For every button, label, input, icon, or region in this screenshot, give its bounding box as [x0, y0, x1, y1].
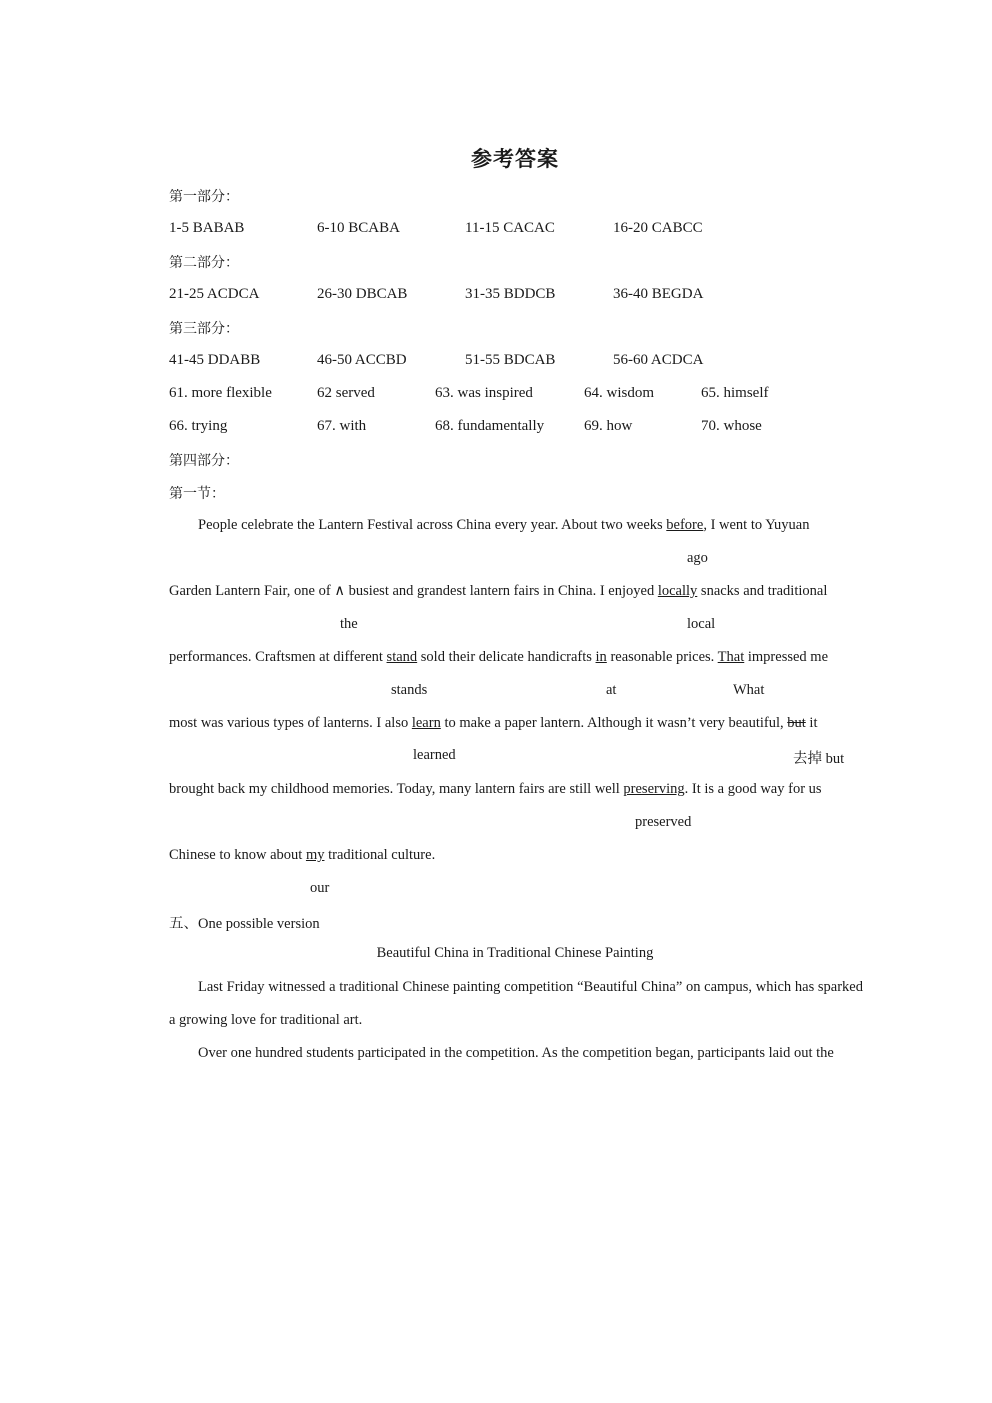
part1-answer: 11-15 CACAC: [465, 220, 555, 236]
error-word: before: [666, 517, 704, 533]
part1-answer: 16-20 CABCC: [613, 220, 703, 236]
part3-answer: 41-45 DDABB: [169, 352, 261, 368]
deleted-word: but: [787, 715, 806, 731]
correction-word: the: [340, 616, 358, 632]
part2-label: 第二部分：: [169, 255, 239, 271]
fill-answer: 64. wisdom: [584, 385, 655, 401]
part5-label: 五、One possible version: [169, 916, 320, 932]
correction-line-6: Chinese to know about my traditional culture.: [169, 847, 436, 863]
part1-answer: 1-5 BABAB: [169, 220, 245, 236]
error-word: my: [305, 847, 325, 863]
error-word: preserving: [623, 781, 685, 797]
correction-line-5: brought back my childhood memories. Today, many lantern fairs are still well preserving. It is a good way for us: [169, 781, 822, 797]
correction-word: learned: [413, 747, 456, 763]
essay-paragraph: Last Friday witnessed a traditional Chinese painting competition “Beautiful China” on campus, which has sparked a growing love for traditional art.: [169, 979, 863, 1028]
correction-word: stands: [391, 682, 428, 698]
essay-paragraph: Over one hundred students participated in the competition. As the competition began, participants laid out the: [198, 1045, 834, 1061]
error-word: locally: [657, 583, 698, 599]
insert-caret: ∧: [334, 583, 345, 599]
page-title: 参考答案: [471, 147, 559, 171]
correction-line-2: Garden Lantern Fair, one of ∧ busiest and grandest lantern fairs in China. I enjoyed locally snacks and traditional: [169, 583, 828, 599]
part2-answer: 31-35 BDDCB: [465, 286, 556, 302]
fill-answer: 68. fundamentally: [435, 418, 545, 434]
correction-word: What: [733, 682, 765, 698]
part3-label: 第三部分：: [169, 321, 239, 337]
essay-title: Beautiful China in Traditional Chinese Painting: [376, 945, 654, 961]
correction-line-4: most was various types of lanterns. I also learn to make a paper lantern. Although it wasn’t very beautiful, but it: [169, 715, 818, 731]
fill-answer: 63. was inspired: [435, 385, 533, 401]
correction-line-3: performances. Craftsmen at different stand sold their delicate handicrafts in reasonable prices. That impressed me: [169, 649, 829, 665]
part1-answer: 6-10 BCABA: [317, 220, 400, 236]
fill-answer: 61. more flexible: [169, 385, 272, 401]
correction-word: local: [687, 616, 716, 632]
correction-word: at: [606, 682, 617, 698]
error-word: learn: [411, 715, 441, 731]
correction-word: preserved: [635, 814, 692, 830]
fill-answer: 65. himself: [701, 385, 769, 401]
part1-label: 第一部分：: [169, 189, 239, 205]
error-word: That: [717, 649, 745, 665]
part2-answer: 26-30 DBCAB: [317, 286, 408, 302]
part3-answer: 51-55 BDCAB: [465, 352, 556, 368]
correction-word: ago: [687, 550, 708, 566]
correction-line-1: People celebrate the Lantern Festival across China every year. About two weeks before, I went to Yuyuan: [198, 517, 810, 533]
error-word: in: [595, 649, 607, 665]
fill-answer: 66. trying: [169, 418, 228, 434]
section1-label: 第一节：: [169, 486, 225, 502]
part2-answer: 36-40 BEGDA: [613, 286, 704, 302]
part3-answer: 46-50 ACCBD: [317, 352, 407, 368]
part2-answer: 21-25 ACDCA: [169, 286, 260, 302]
part3-answer: 56-60 ACDCA: [613, 352, 704, 368]
fill-answer: 62 served: [317, 385, 375, 401]
error-word: stand: [386, 649, 418, 665]
correction-word: 去掉 but: [793, 751, 845, 767]
fill-answer: 69. how: [584, 418, 633, 434]
part4-label: 第四部分：: [169, 453, 239, 469]
correction-word: our: [310, 880, 330, 896]
fill-answer: 67. with: [317, 418, 367, 434]
fill-answer: 70. whose: [701, 418, 762, 434]
